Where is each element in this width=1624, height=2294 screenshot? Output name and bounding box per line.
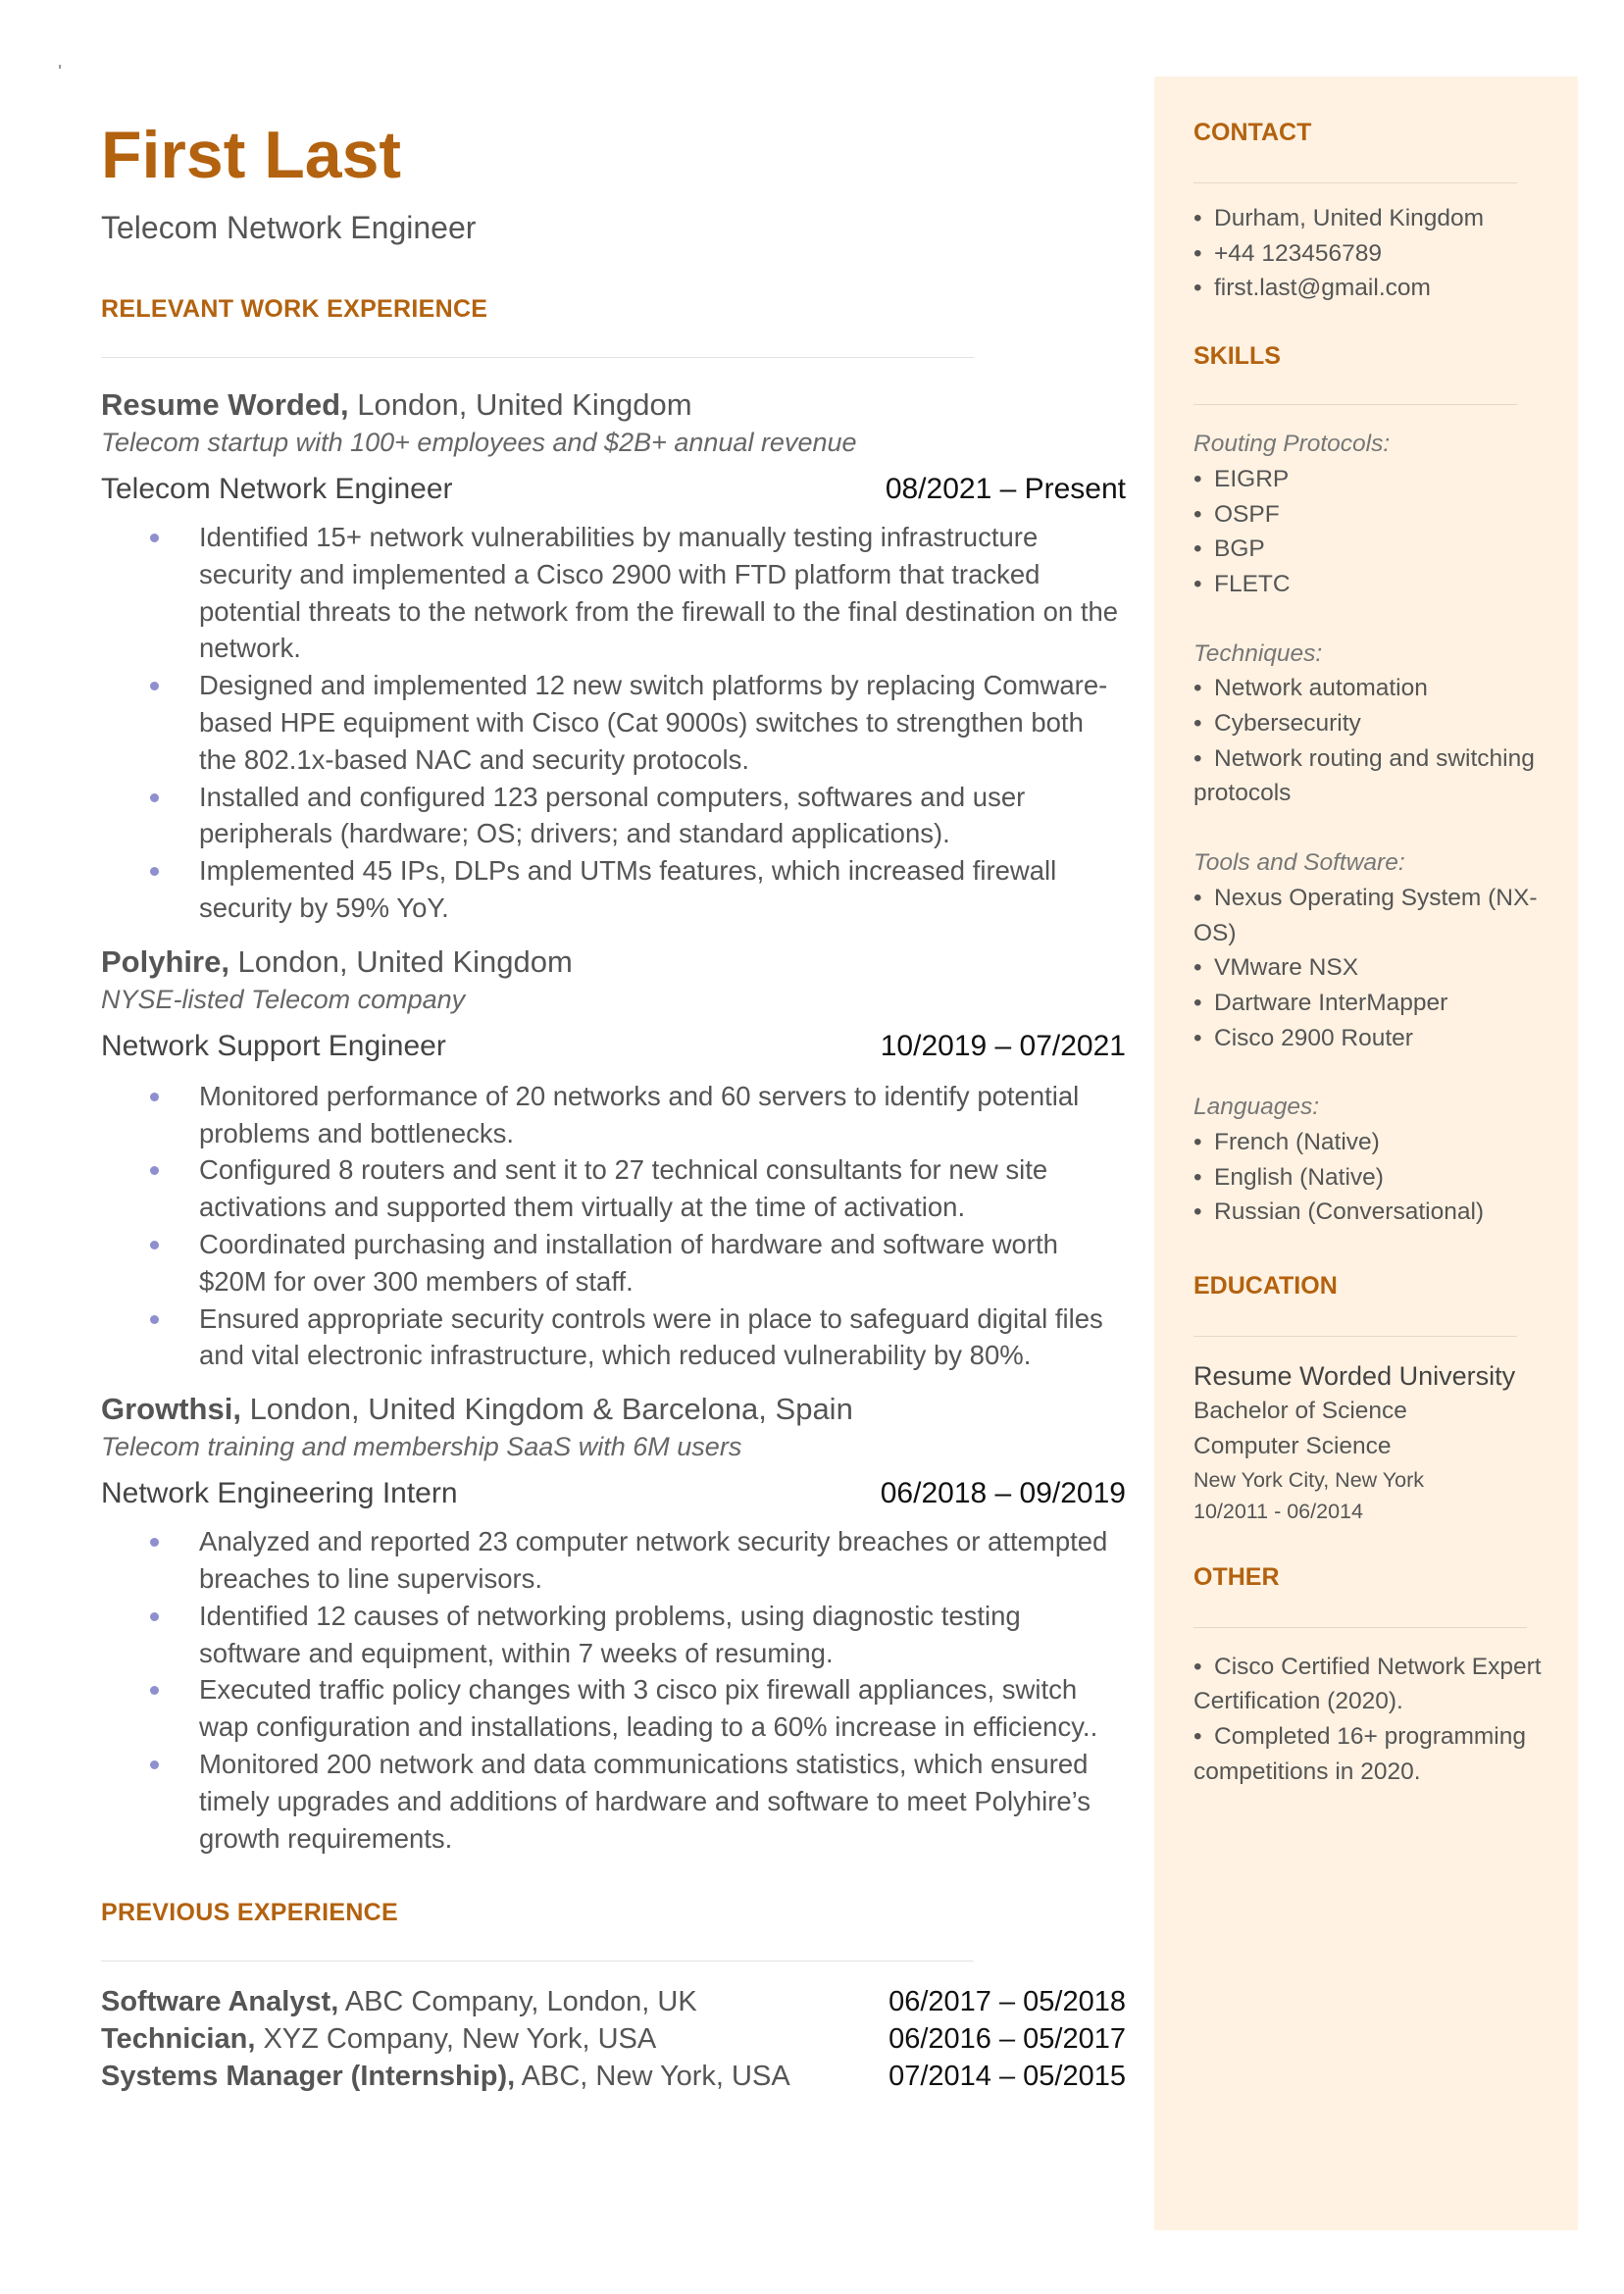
other-list [1193, 1650, 1547, 1790]
list-item: Analyzed and reported 23 computer network security breaches or attempted breaches to line supervisors. [101, 1523, 1126, 1598]
role-title: Network Support Engineer [101, 1029, 446, 1062]
bullet-icon: • [1193, 675, 1202, 702]
skill-item: • French (Native) [1193, 1125, 1556, 1160]
company-line [101, 943, 1126, 982]
candidate-name: First Last [101, 118, 402, 192]
bullet-dot-icon [150, 1166, 159, 1175]
bullet-icon: • [1193, 954, 1202, 982]
bullet-dot-icon [150, 1093, 159, 1101]
bullet-dot-icon [150, 1315, 159, 1324]
list-item: Executed traffic policy changes with 3 cisco pix firewall appliances, switch wap configuration and installations, leading to a 60% increase in efficiency.. [101, 1671, 1126, 1746]
sidebar-content [1193, 76, 1556, 1789]
previous-row [101, 2058, 1126, 2095]
previous-org: ABC Company, London, UK [338, 1986, 697, 2018]
skills-group-label: Tools and Software: [1193, 849, 1405, 877]
skills-group [1193, 427, 1556, 602]
previous-row [101, 1983, 1126, 2020]
education-divider [1193, 1336, 1517, 1337]
bullet-dot-icon [150, 1612, 159, 1621]
previous-experience-list [101, 1983, 1126, 2095]
bullet-icon: • [1193, 205, 1202, 231]
education-dates: 10/2011 - 06/2014 [1193, 1499, 1363, 1523]
bullet-dot-icon [150, 1686, 159, 1695]
education-location: New York City, New York [1193, 1467, 1425, 1492]
bullet-icon: • [1193, 1198, 1202, 1226]
previous-role: Software Analyst, [101, 1986, 339, 2018]
previous-section-title: PREVIOUS EXPERIENCE [101, 1899, 399, 1927]
skills-group [1193, 845, 1556, 1055]
bullet-icon: • [1193, 570, 1202, 597]
education-title: EDUCATION [1193, 1272, 1338, 1300]
achievement-list [101, 1523, 1126, 1857]
work-section-title: RELEVANT WORK EXPERIENCE [101, 295, 488, 323]
job-entry [101, 1390, 1126, 1857]
bullet-dot-icon [150, 793, 159, 802]
role-line [101, 1474, 1126, 1513]
list-item: Implemented 45 IPs, DLPs and UTMs features, which increased firewall security by 59% YoY. [101, 852, 1126, 927]
bullet-icon: • [1193, 1129, 1202, 1156]
bullet-dot-icon [150, 1538, 159, 1547]
other-title: OTHER [1193, 1562, 1280, 1591]
bullet-dot-icon [150, 682, 159, 690]
list-item: Monitored performance of 20 networks and 60 servers to identify potential problems and bottlenecks. [101, 1078, 1126, 1152]
bullet-icon: • [1193, 500, 1202, 528]
company-location: London, United Kingdom [348, 387, 692, 422]
role-line [101, 1027, 1126, 1066]
contact-divider [1193, 182, 1517, 183]
education-field: Computer Science [1193, 1432, 1392, 1459]
education-degree: Bachelor of Science [1193, 1398, 1407, 1425]
job-entry [101, 943, 1126, 1374]
previous-dates: 06/2017 – 05/2018 [888, 1986, 1126, 2018]
bullet-dot-icon [150, 1760, 159, 1769]
list-item: Identified 12 causes of networking problems, using diagnostic testing software and equipment, within 7 weeks of resuming. [101, 1598, 1126, 1672]
list-item: Identified 15+ network vulnerabilities by manually testing infrastructure security and implemented a Cisco 2900 with FTD platform that tracked potential threats to the network from the firewall to the final destination on the network. [101, 519, 1126, 667]
list-item: Coordinated purchasing and installation of hardware and software worth $20M for over 300 members of staff. [101, 1226, 1126, 1300]
previous-dates: 06/2016 – 05/2017 [888, 2023, 1126, 2056]
skill-item: • Nexus Operating System (NX-OS) [1193, 881, 1556, 950]
skill-item: • Network routing and switching protocols [1193, 741, 1556, 811]
skills-divider [1193, 404, 1517, 405]
skill-item: • Network automation [1193, 671, 1556, 706]
contact-phone: • +44 123456789 [1193, 236, 1556, 272]
role-line [101, 470, 1126, 509]
role-dates: 08/2021 – Present [885, 473, 1126, 505]
skill-item: • OSPF [1193, 497, 1556, 533]
bullet-icon: • [1193, 1024, 1202, 1051]
list-item: Installed and configured 123 personal computers, softwares and user peripherals (hardware; OS; drivers; and standard applications). [101, 779, 1126, 853]
skill-item: • Cybersecurity [1193, 706, 1556, 741]
contact-list [1193, 201, 1556, 306]
contact-email: • first.last@gmail.com [1193, 271, 1556, 306]
skill-item: • BGP [1193, 532, 1556, 567]
company-name: Growthsi, [101, 1392, 241, 1427]
education-school: Resume Worded University [1193, 1361, 1516, 1392]
contact-title: CONTACT [1193, 119, 1312, 146]
bullet-dot-icon [150, 534, 159, 542]
company-name: Resume Worded, [101, 387, 349, 422]
skill-item: • Russian (Conversational) [1193, 1195, 1556, 1230]
previous-org: XYZ Company, New York, USA [255, 2023, 657, 2056]
skills-group [1193, 637, 1556, 812]
main-column [101, 116, 1126, 2095]
bullet-icon: • [1193, 1653, 1202, 1680]
bullet-dot-icon [150, 1241, 159, 1249]
sidebar [1154, 76, 1578, 2230]
skill-item: • FLETC [1193, 567, 1556, 602]
list-item: Designed and implemented 12 new switch platforms by replacing Comware-based HPE equipment with Cisco (Cat 9000s) switches to strengthen both the 802.1x-based NAC and security protocols. [101, 667, 1126, 778]
skills-group-label: Techniques: [1193, 639, 1323, 667]
skills-group-label: Routing Protocols: [1193, 431, 1391, 458]
bullet-icon: • [1193, 989, 1202, 1016]
work-section-divider [101, 357, 974, 358]
bullet-icon: • [1193, 465, 1202, 492]
list-item: Configured 8 routers and sent it to 27 technical consultants for new site activations and supported them virtually at the time of activation. [101, 1151, 1126, 1226]
other-item: • Cisco Certified Network Expert Certification (2020). [1193, 1650, 1547, 1719]
skill-item: • VMware NSX [1193, 950, 1556, 986]
achievement-list [101, 1078, 1126, 1374]
skill-item: • Dartware InterMapper [1193, 986, 1556, 1021]
skill-item: • English (Native) [1193, 1160, 1556, 1196]
bullet-icon: • [1193, 535, 1202, 563]
skill-item: • EIGRP [1193, 462, 1556, 497]
education-entry [1193, 1358, 1556, 1526]
role-dates: 10/2019 – 07/2021 [880, 1029, 1126, 1062]
previous-org: ABC, New York, USA [515, 2061, 790, 2093]
role-dates: 06/2018 – 09/2019 [880, 1477, 1126, 1510]
company-line [101, 385, 1126, 425]
bullet-icon: • [1193, 1163, 1202, 1191]
job-entry [101, 385, 1126, 927]
company-line [101, 1390, 1126, 1429]
company-location: London, United Kingdom [228, 943, 573, 979]
skills-group [1193, 1090, 1556, 1230]
candidate-title: Telecom Network Engineer [101, 210, 477, 245]
previous-row [101, 2020, 1126, 2058]
skill-item: • Cisco 2900 Router [1193, 1021, 1556, 1056]
company-location: London, United Kingdom & Barcelona, Spain [240, 1392, 853, 1427]
bullet-icon: • [1193, 744, 1202, 772]
bullet-icon: • [1193, 710, 1202, 738]
corner-mark [59, 65, 61, 69]
previous-role: Technician, [101, 2023, 256, 2056]
other-item: • Completed 16+ programming competitions in 2020. [1193, 1719, 1547, 1789]
role-title: Network Engineering Intern [101, 1477, 458, 1510]
bullet-icon: • [1193, 884, 1202, 911]
company-description: Telecom training and membership SaaS with 6M users [101, 1432, 742, 1462]
bullet-icon: • [1193, 1722, 1202, 1750]
list-item: Monitored 200 network and data communications statistics, which ensured timely upgrades and additions of hardware and software to meet Polyhire’s growth requirements. [101, 1746, 1126, 1857]
skills-group-label: Languages: [1193, 1094, 1320, 1121]
skills-title: SKILLS [1193, 342, 1281, 371]
company-description: NYSE-listed Telecom company [101, 984, 466, 1014]
company-description: Telecom startup with 100+ employees and $2B+ annual revenue [101, 428, 857, 457]
previous-role: Systems Manager (Internship), [101, 2061, 516, 2093]
previous-dates: 07/2014 – 05/2015 [888, 2061, 1126, 2093]
role-title: Telecom Network Engineer [101, 473, 453, 505]
contact-location: • Durham, United Kingdom [1193, 201, 1556, 236]
bullet-icon: • [1193, 275, 1202, 302]
bullet-dot-icon [150, 867, 159, 876]
other-divider [1193, 1627, 1527, 1628]
achievement-list [101, 519, 1126, 927]
bullet-icon: • [1193, 239, 1202, 267]
previous-section-divider [101, 1961, 974, 1962]
company-name: Polyhire, [101, 943, 229, 979]
list-item: Ensured appropriate security controls were in place to safeguard digital files and vital electronic infrastructure, which reduced vulnerability by 80%. [101, 1300, 1126, 1375]
